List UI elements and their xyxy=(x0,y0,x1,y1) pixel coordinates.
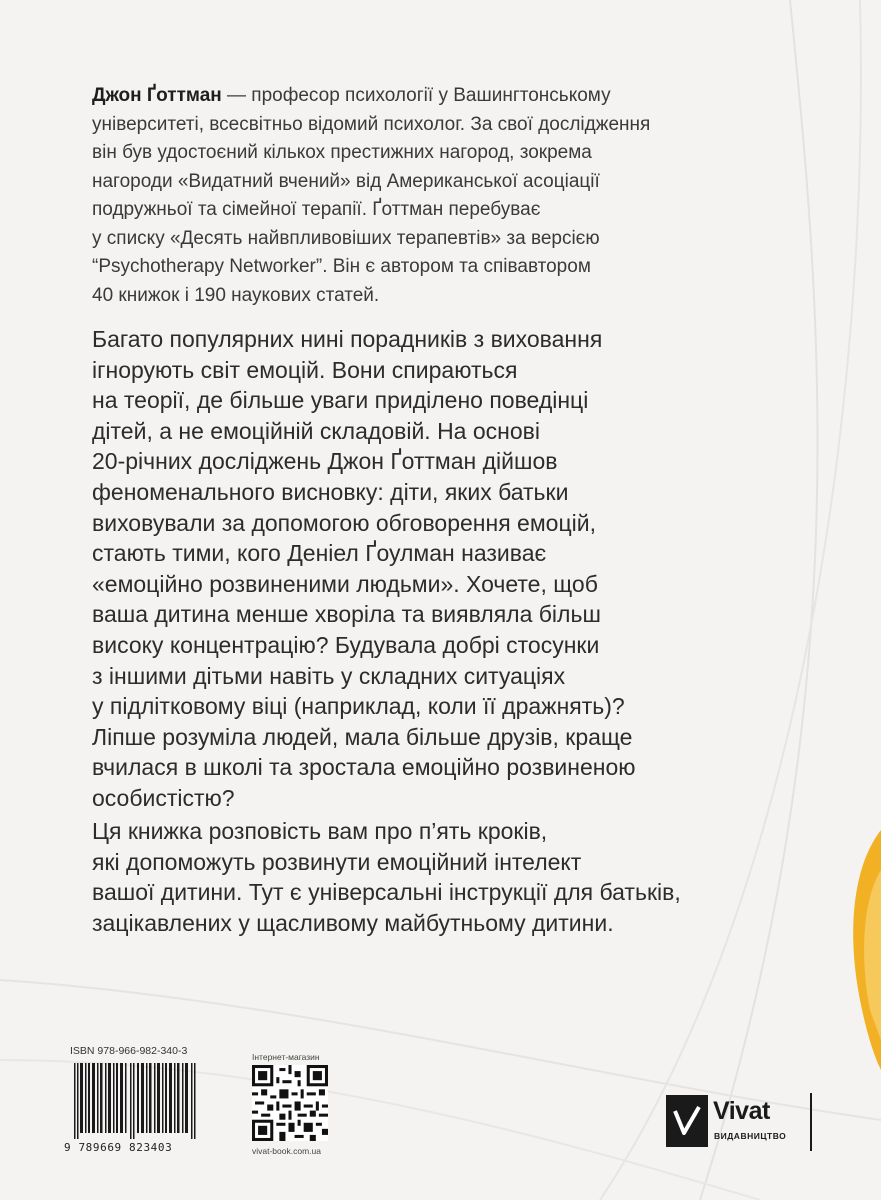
desc-line: високу концентрацію? Будувала добрі стосунки xyxy=(92,631,600,658)
desc-line: Ліпше розуміла людей, мала більше друзів, краще xyxy=(92,723,633,750)
desc-line: Багато популярних нині порадників з виховання xyxy=(92,326,603,352)
desc-line: зацікавлених у щасливому майбутньому дитини. xyxy=(92,909,614,936)
description-paragraph-2 xyxy=(92,816,772,938)
shop-url[interactable]: vivat-book.com.ua xyxy=(252,1146,321,1156)
desc-line: ваша дитина менше хворіла та виявляла більш xyxy=(92,601,601,628)
publisher-divider xyxy=(810,1093,812,1151)
desc-line: 20-річних досліджень Джон Ґоттман дійшов xyxy=(92,448,558,475)
desc-line: вчилася в школі та зростала емоційно розвиненою xyxy=(92,754,636,781)
isbn-label: ISBN 978-966-982-340-3 xyxy=(70,1045,188,1057)
bio-line: — професор психології у Вашингтонському xyxy=(221,85,611,106)
desc-line: у підлітковому віці (наприклад, коли її дражнять)? xyxy=(92,693,625,720)
bio-line: у списку «Десять найвпливовіших терапевтів» за версією xyxy=(92,227,600,249)
desc-line: виховували за допомогою обговорення емоцій, xyxy=(92,509,596,536)
barcode-digits: 9 789669 823403 xyxy=(64,1141,173,1154)
desc-line: Ця книжка розповість вам про п’ять кроків, xyxy=(92,818,548,844)
author-name: Джон Ґоттман xyxy=(92,85,222,106)
publisher-logo xyxy=(666,1093,810,1151)
desc-line: ігнорують світ емоцій. Вони спираються xyxy=(92,356,518,383)
desc-line: особистістю? xyxy=(92,784,235,811)
author-bio xyxy=(92,82,712,310)
desc-line: стають тими, кого Деніел Ґоулман називає xyxy=(92,540,547,567)
bio-line: 40 книжок і 190 наукових статей. xyxy=(92,284,380,306)
description-paragraph-1 xyxy=(92,324,772,814)
desc-line: вашої дитини. Тут є універсальні інструкції для батьків, xyxy=(92,879,681,906)
bio-line: нагороди «Видатний вчений» від Американської асоціації xyxy=(92,170,600,192)
vivat-logo-icon xyxy=(666,1095,708,1147)
bio-line: подружньої та сімейної терапії. Ґоттман перебуває xyxy=(92,199,541,220)
bio-line: він був удостоєний кількох престижних нагород, зокрема xyxy=(92,142,592,163)
desc-line: дітей, а не емоційній складовій. На основі xyxy=(92,417,540,444)
bio-line: університеті, всесвітньо відомий психолог. За свої дослідження xyxy=(92,113,651,135)
desc-line: феноменального висновку: діти, яких батьки xyxy=(92,478,569,505)
desc-line: з іншими дітьми навіть у складних ситуаціях xyxy=(92,662,566,689)
bio-line: “Psychotherapy Networker”. Він є автором та співавтором xyxy=(92,256,591,277)
desc-line: які допоможуть розвинути емоційний інтелект xyxy=(92,848,582,875)
qr-code-icon[interactable] xyxy=(252,1065,328,1141)
shop-label: Інтернет-магазин xyxy=(252,1052,320,1062)
barcode-icon xyxy=(74,1063,196,1139)
isbn-barcode-block xyxy=(62,1045,202,1155)
publisher-subtitle: ВИДАВНИЦТВО xyxy=(714,1131,787,1141)
desc-line: «емоційно розвиненими людьми». Хочете, щоб xyxy=(92,570,598,597)
desc-line: на теорії, де більше уваги приділено поведінці xyxy=(92,387,589,414)
publisher-name: Vivat xyxy=(713,1097,770,1125)
vivat-quill-icon xyxy=(666,1095,708,1147)
